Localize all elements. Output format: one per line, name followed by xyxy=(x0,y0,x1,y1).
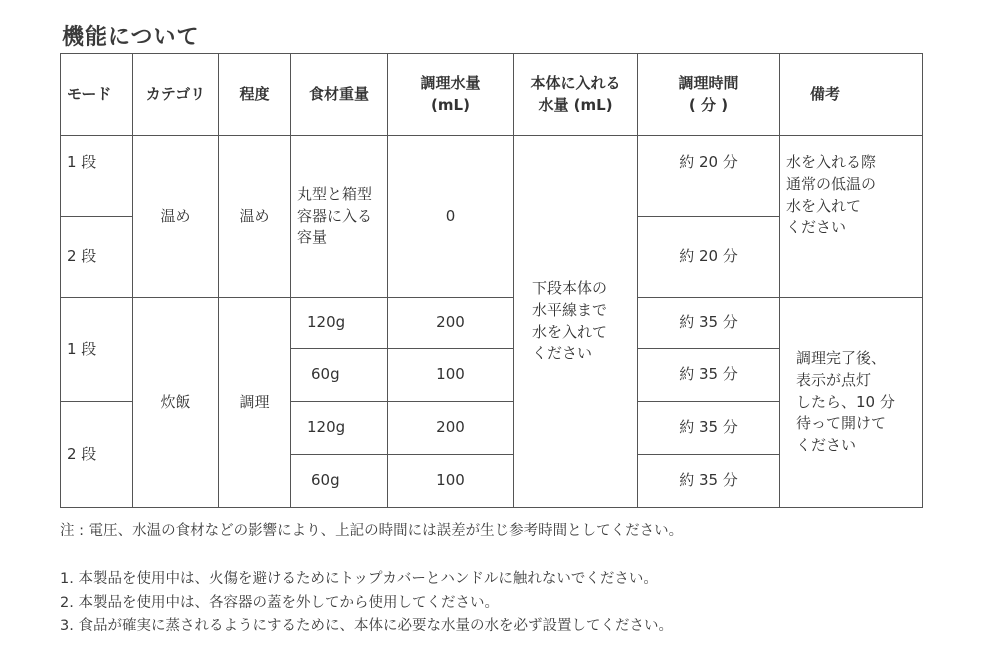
time-cell: 約 35 分 xyxy=(638,455,780,508)
header-cooking-water: 調理水量 (mL) xyxy=(388,54,514,136)
remarks-cell: 調理完了後、 表示が点灯 したら、10 分 待って開けて ください xyxy=(780,298,923,508)
category-cell: 温め xyxy=(133,136,219,298)
ingredient-cell: 120g xyxy=(291,298,388,349)
mode-cell: 1 段 xyxy=(61,298,133,402)
table-row xyxy=(61,136,923,217)
ingredient-cell: 60g xyxy=(291,349,388,402)
ingredient-cell: 120g xyxy=(291,402,388,455)
header-mode: モード xyxy=(61,54,133,136)
degree-cell: 温め xyxy=(219,136,291,298)
time-cell: 約 20 分 xyxy=(638,136,780,217)
ingredient-cell: 60g xyxy=(291,455,388,508)
time-cell: 約 35 分 xyxy=(638,349,780,402)
degree-cell: 調理 xyxy=(219,298,291,508)
header-remarks: 備考 xyxy=(780,54,923,136)
time-cell: 約 35 分 xyxy=(638,402,780,455)
list-item: 2. 本製品を使用中は、各容器の蓋を外してから使用してください。 xyxy=(60,594,499,611)
mode-cell: 1 段 xyxy=(61,136,133,217)
category-cell: 炊飯 xyxy=(133,298,219,508)
header-degree: 程度 xyxy=(219,54,291,136)
water-cell: 100 xyxy=(388,349,514,402)
header-row xyxy=(61,54,923,136)
header-ingredient-weight: 食材重量 xyxy=(291,54,388,136)
header-body-water: 本体に入れる 水量 (mL) xyxy=(514,54,638,136)
list-item: 1. 本製品を使用中は、火傷を避けるためにトップカバーとハンドルに触れないでください。 xyxy=(60,571,658,587)
page-title: 機能について xyxy=(62,25,200,50)
water-cell: 200 xyxy=(388,402,514,455)
time-cell: 約 20 分 xyxy=(638,217,780,298)
function-table xyxy=(60,53,923,508)
table-row xyxy=(61,298,923,349)
water-cell: 0 xyxy=(388,136,514,298)
water-cell: 200 xyxy=(388,298,514,349)
mode-cell: 2 段 xyxy=(61,217,133,298)
header-category: カテゴリ xyxy=(133,54,219,136)
time-cell: 約 35 分 xyxy=(638,298,780,349)
list-item: 3. 食品が確実に蒸されるようにするために、本体に必要な水量の水を必ず設置してください。 xyxy=(60,618,673,634)
remarks-cell: 水を入れる際 通常の低温の 水を入れて ください xyxy=(780,136,923,298)
instruction-list xyxy=(60,568,960,639)
body-water-cell: 下段本体の 水平線まで 水を入れて ください xyxy=(514,136,638,508)
note-text: 注 : 電圧、水温の食材などの影響により、上記の時間には誤差が生じ参考時間としてください。 xyxy=(60,523,684,539)
mode-cell: 2 段 xyxy=(61,402,133,508)
water-cell: 100 xyxy=(388,455,514,508)
header-cooking-time: 調理時間 ( 分 ) xyxy=(638,54,780,136)
ingredient-cell: 丸型と箱型 容器に入る 容量 xyxy=(291,136,388,298)
